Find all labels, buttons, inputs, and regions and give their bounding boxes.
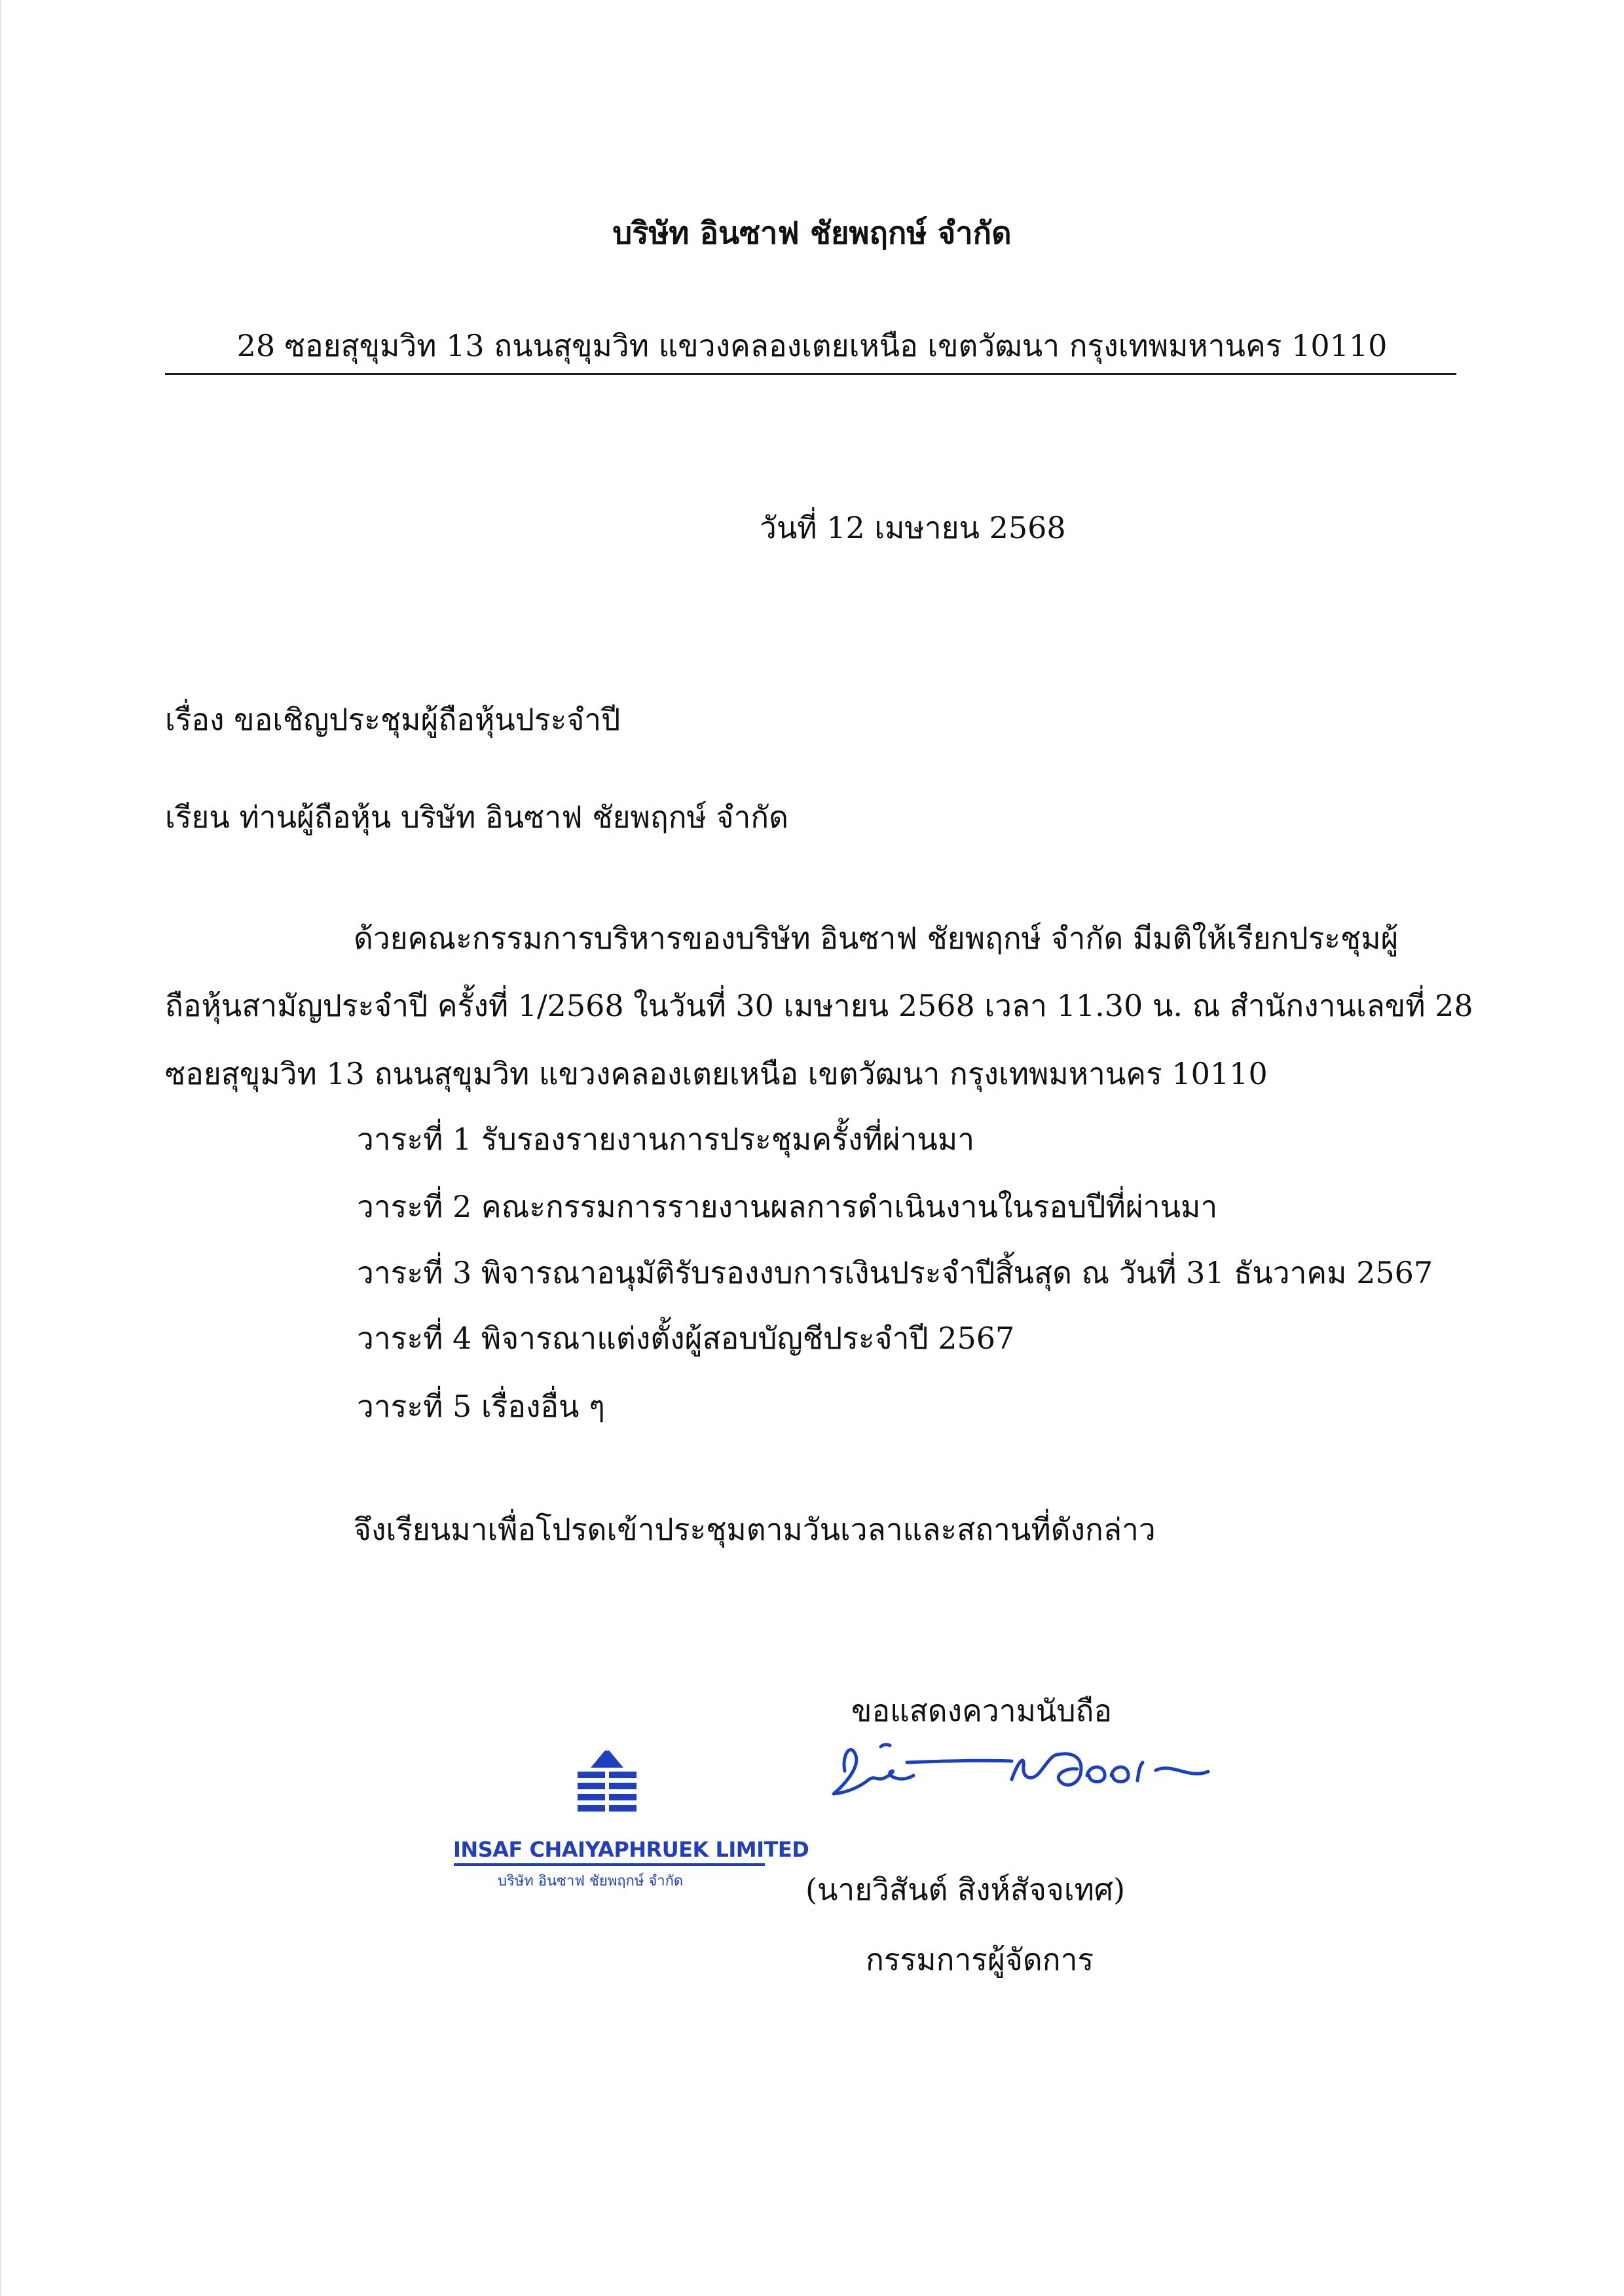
company-logo-icon <box>571 1747 643 1819</box>
body-paragraph-line: ด้วยคณะกรรมการบริหารของบริษัท อินซาฟ ชัยพฤกษ์ จำกัด มีมติให้เรียกประชุมผู้ <box>354 920 1399 956</box>
agenda-item: วาระที่ 4 พิจารณาแต่งตั้งผู้สอบบัญชีประจำปี 2567 <box>357 1321 1015 1356</box>
letter-subject: เรื่อง ขอเชิญประชุมผู้ถือหุ้นประจำปี <box>165 702 621 737</box>
regards-text: ขอแสดงความนับถือ <box>851 1693 1113 1728</box>
company-name-heading: บริษัท อินซาฟ ชัยพฤกษ์ จำกัด <box>612 215 1012 251</box>
logo-underline <box>454 1863 765 1866</box>
signer-position: กรรมการผู้จัดการ <box>866 1942 1094 1977</box>
letter-date: วันที่ 12 เมษายน 2568 <box>760 510 1066 545</box>
company-logo-name-en: INSAF CHAIYAPHRUEK LIMITED <box>453 1837 809 1862</box>
agenda-item: วาระที่ 5 เรื่องอื่น ๆ <box>357 1389 605 1424</box>
body-paragraph-line: ถือหุ้นสามัญประจำปี ครั้งที่ 1/2568 ในวันที่ 30 เมษายน 2568 เวลา 11.30 น. ณ สำนักงานเลขที่ 28 <box>165 988 1473 1023</box>
signature-image <box>815 1715 1241 1807</box>
body-paragraph-line: ซอยสุขุมวิท 13 ถนนสุขุมวิท แขวงคลองเตยเหนือ เขตวัฒนา กรุงเทพมหานคร 10110 <box>165 1056 1268 1091</box>
agenda-item: วาระที่ 3 พิจารณาอนุมัติรับรองงบการเงินประจำปีสิ้นสุด ณ วันที่ 31 ธันวาคม 2567 <box>357 1255 1433 1290</box>
company-address: 28 ซอยสุขุมวิท 13 ถนนสุขุมวิท แขวงคลองเตยเหนือ เขตวัฒนา กรุงเทพมหานคร 10110 <box>236 328 1388 363</box>
agenda-item: วาระที่ 1 รับรองรายงานการประชุมครั้งที่ผ่านมา <box>357 1121 975 1157</box>
company-logo-name-th: บริษัท อินซาฟ ชัยพฤกษ์ จำกัด <box>498 1873 684 1889</box>
agenda-item: วาระที่ 2 คณะกรรมการรายงานผลการดำเนินงานในรอบปีที่ผ่านมา <box>357 1189 1218 1224</box>
closing-sentence: จึงเรียนมาเพื่อโปรดเข้าประชุมตามวันเวลาและสถานที่ดังกล่าว <box>354 1512 1156 1547</box>
signer-name: (นายวิสันต์ สิงห์สัจจเทศ) <box>805 1872 1126 1907</box>
header-divider <box>165 373 1456 375</box>
letter-recipient: เรียน ท่านผู้ถือหุ้น บริษัท อินซาฟ ชัยพฤกษ์ จำกัด <box>165 799 789 835</box>
